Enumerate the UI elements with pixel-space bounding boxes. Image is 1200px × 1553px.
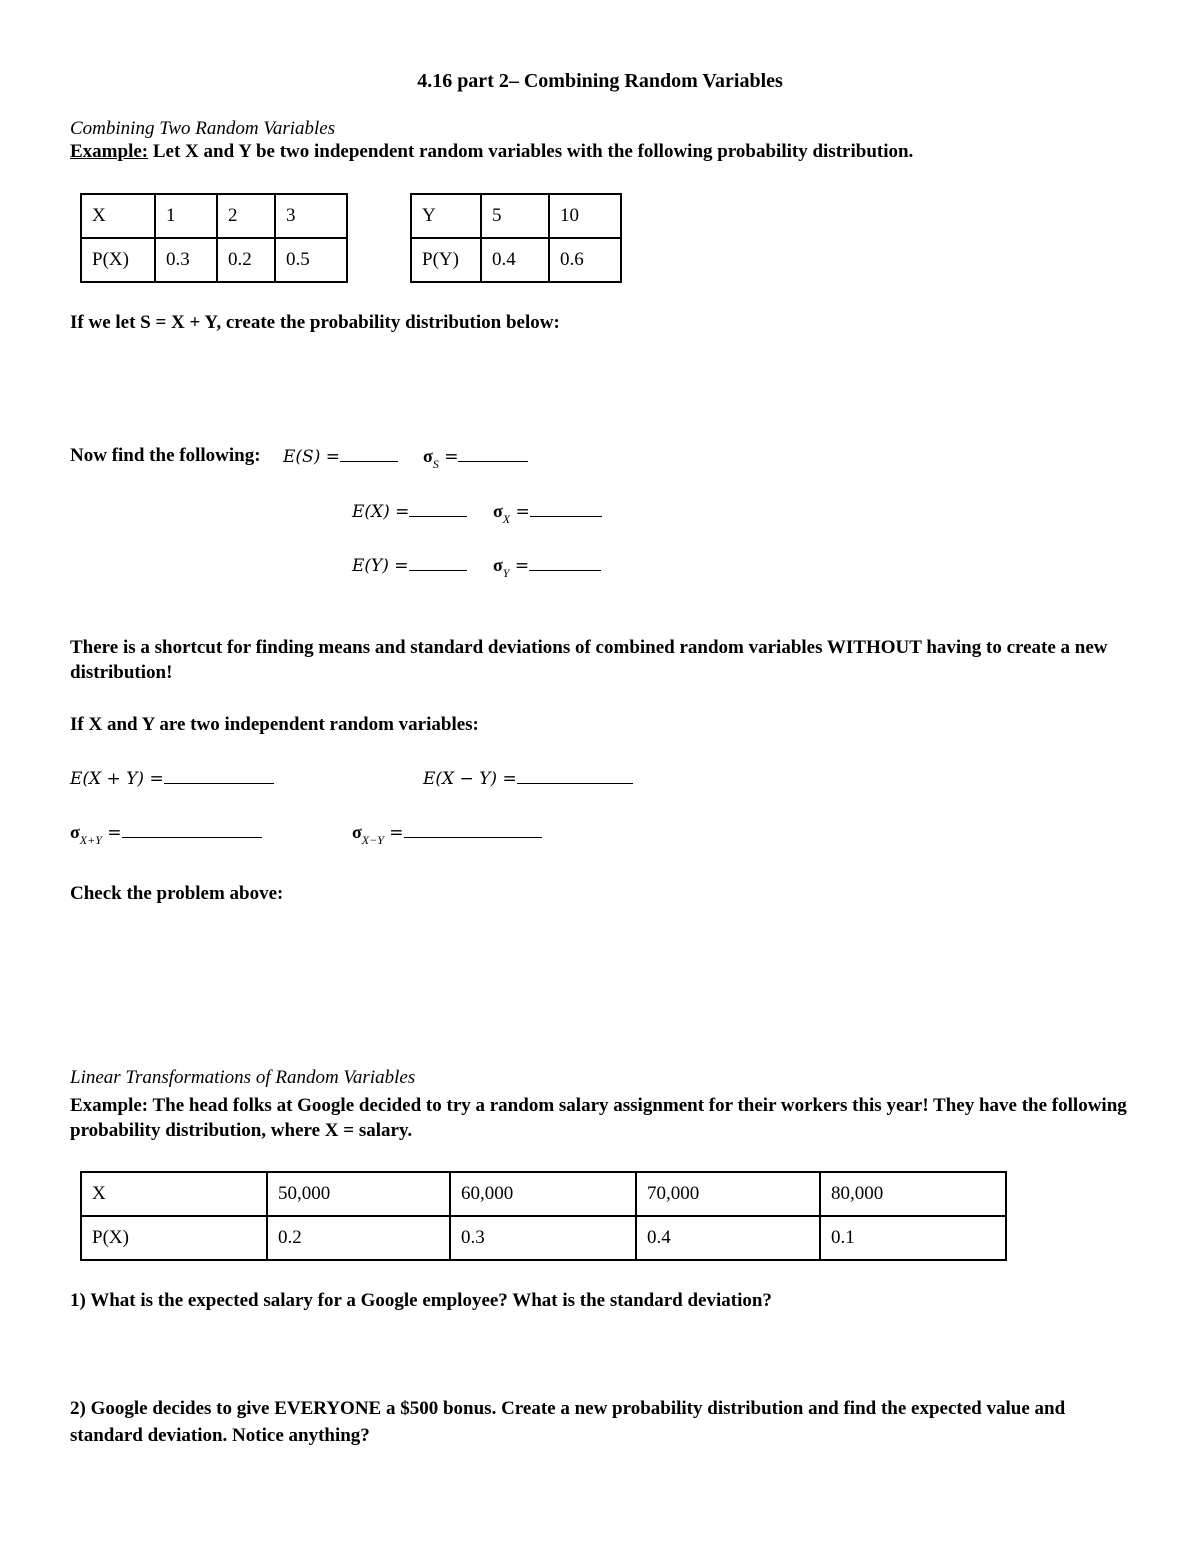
es-label: E(S) = bbox=[283, 447, 340, 467]
sigma-symbol: σ bbox=[493, 501, 503, 521]
sigma-sum-line bbox=[70, 822, 262, 848]
sigma-s-line bbox=[423, 446, 528, 472]
e-diff-line bbox=[423, 768, 633, 790]
ex-blank bbox=[409, 502, 467, 517]
question-1: 1) What is the expected salary for a Google employee? What is the standard deviation? bbox=[70, 1290, 772, 1311]
table-cell: 0.2 bbox=[217, 238, 275, 282]
table-cell: 3 bbox=[275, 194, 347, 238]
table-cell: 0.6 bbox=[549, 238, 621, 282]
e-diff-blank bbox=[517, 769, 633, 784]
table-cell: Y bbox=[411, 194, 481, 238]
es-line bbox=[283, 446, 398, 468]
e-sum-blank bbox=[164, 769, 274, 784]
example-text: Let X and Y be two independent random variables with the following probability distribution. bbox=[148, 141, 914, 162]
independent-text: If X and Y are two independent random variables: bbox=[70, 714, 479, 735]
table-cell: 0.3 bbox=[450, 1216, 636, 1260]
e-sum-label: E(X + Y) = bbox=[70, 769, 164, 789]
ey-line bbox=[352, 555, 467, 577]
question-2: 2) Google decides to give EVERYONE a $500 bonus. Create a new probability distribution and find the expected value and standard deviation. Notice anything? bbox=[70, 1398, 1066, 1446]
sigma-sum-blank bbox=[122, 823, 262, 838]
sigma-diff-line bbox=[352, 822, 542, 848]
prompt-s-distribution: If we let S = X + Y, create the probability distribution below: bbox=[70, 312, 560, 333]
table-cell: X bbox=[81, 194, 155, 238]
table-row bbox=[81, 194, 347, 238]
table-cell: P(X) bbox=[81, 238, 155, 282]
table-cell: 0.4 bbox=[636, 1216, 820, 1260]
table-cell: 1 bbox=[155, 194, 217, 238]
sigma-subscript: S bbox=[432, 457, 439, 471]
ex-label: E(X) = bbox=[352, 502, 410, 522]
e-diff-label: E(X − Y) = bbox=[423, 769, 517, 789]
equals: = bbox=[383, 823, 404, 843]
page-title: 4.16 part 2– Combining Random Variables bbox=[417, 70, 783, 92]
section-heading-combining: Combining Two Random Variables bbox=[70, 118, 336, 139]
e-sum-line bbox=[70, 768, 274, 790]
example-label: Example: bbox=[70, 141, 149, 162]
sigma-symbol: σ bbox=[70, 822, 80, 842]
equals: = bbox=[101, 823, 122, 843]
equals: = bbox=[438, 447, 459, 467]
table-cell: 80,000 bbox=[820, 1172, 1006, 1216]
equals: = bbox=[510, 502, 530, 522]
table-cell: 70,000 bbox=[636, 1172, 820, 1216]
sigma-y-blank bbox=[529, 556, 601, 571]
table-cell: 60,000 bbox=[450, 1172, 636, 1216]
sigma-subscript: Y bbox=[502, 566, 510, 580]
table-row bbox=[81, 238, 347, 282]
sigma-x-line bbox=[493, 501, 602, 527]
table-cell: P(Y) bbox=[411, 238, 481, 282]
table-cell: 0.4 bbox=[481, 238, 549, 282]
shortcut-text: There is a shortcut for finding means and standard deviations of combined random variables WITHOUT having to create a new distribution! bbox=[70, 637, 1108, 683]
table-cell: P(X) bbox=[81, 1216, 267, 1260]
sigma-s-blank bbox=[458, 447, 528, 462]
ex-line bbox=[352, 501, 467, 523]
sigma-x-blank bbox=[530, 502, 602, 517]
sigma-subscript: X−Y bbox=[361, 833, 384, 847]
table-cell: 5 bbox=[481, 194, 549, 238]
table-cell: X bbox=[81, 1172, 267, 1216]
example-intro bbox=[70, 141, 913, 163]
sigma-subscript: X+Y bbox=[79, 833, 102, 847]
sigma-diff-blank bbox=[404, 823, 542, 838]
ey-blank bbox=[409, 556, 467, 571]
sigma-y-line bbox=[493, 555, 601, 581]
table-row bbox=[81, 1172, 1006, 1216]
sigma-symbol: σ bbox=[352, 822, 362, 842]
table-cell: 10 bbox=[549, 194, 621, 238]
table-cell: 0.5 bbox=[275, 238, 347, 282]
sigma-subscript: X bbox=[502, 512, 511, 526]
section-heading-linear: Linear Transformations of Random Variables bbox=[70, 1067, 416, 1088]
table-cell: 0.3 bbox=[155, 238, 217, 282]
table-cell: 50,000 bbox=[267, 1172, 450, 1216]
table-row bbox=[411, 238, 621, 282]
ey-label: E(Y) = bbox=[352, 556, 409, 576]
table-y-distribution bbox=[410, 193, 622, 283]
table-cell: 2 bbox=[217, 194, 275, 238]
check-text: Check the problem above: bbox=[70, 883, 284, 904]
equals: = bbox=[509, 556, 530, 576]
table-salary-distribution bbox=[80, 1171, 1007, 1261]
table-cell: 0.2 bbox=[267, 1216, 450, 1260]
table-cell: 0.1 bbox=[820, 1216, 1006, 1260]
table-row bbox=[81, 1216, 1006, 1260]
sigma-symbol: σ bbox=[493, 555, 503, 575]
table-x-distribution bbox=[80, 193, 348, 283]
es-blank bbox=[340, 447, 398, 462]
table-row bbox=[411, 194, 621, 238]
google-example-text: Example: The head folks at Google decided to try a random salary assignment for their workers this year! They have the following probability distribution, where X = salary. bbox=[70, 1095, 1127, 1141]
find-label: Now find the following: bbox=[70, 445, 261, 466]
sigma-symbol: σ bbox=[423, 446, 433, 466]
